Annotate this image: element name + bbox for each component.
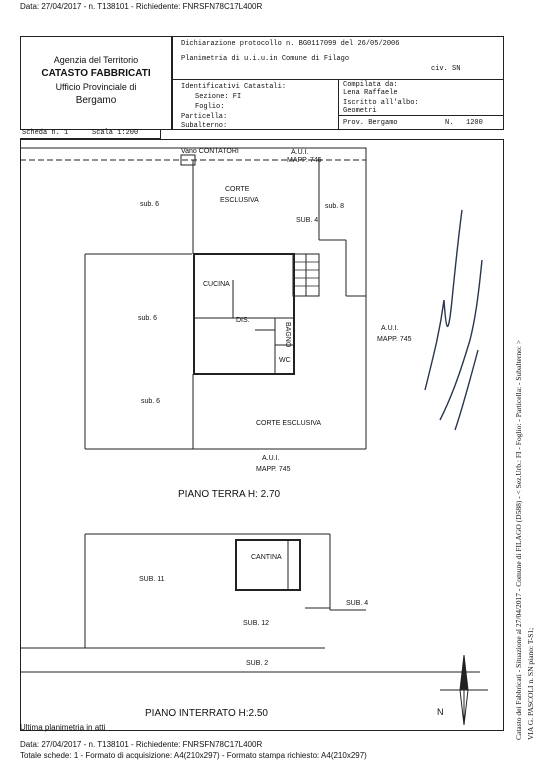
- label-esclusiva: ESCLUSIVA: [220, 197, 259, 204]
- register-number-label: N.: [445, 119, 454, 127]
- compass-north-label: N: [437, 707, 444, 717]
- label-sub2: SUB. 2: [246, 660, 269, 667]
- albo-value: Geometri: [343, 107, 377, 115]
- label-aui-bottom: A.U.I.: [262, 455, 280, 462]
- albo-label: Iscritto all'albo:: [343, 99, 419, 107]
- particella-field: Particella:: [181, 113, 228, 121]
- label-corte-esclusiva: CORTE ESCLUSIVA: [256, 420, 322, 427]
- register-number-value: 1200: [466, 119, 483, 127]
- label-dis: DIS.: [236, 317, 250, 324]
- signature: [425, 210, 482, 430]
- label-sub4: SUB. 4: [296, 217, 319, 224]
- footer-request-line: Data: 27/04/2017 - n. T138101 - Richiedente: FNRSFN78C17L400R: [20, 740, 263, 749]
- label-bagno: BAGNO: [284, 322, 291, 348]
- label-mapp-top: MAPP. 745: [287, 157, 322, 164]
- civic-number: civ. SN: [431, 65, 461, 73]
- catasto-title: CATASTO FABBRICATI: [41, 68, 151, 79]
- label-mapp-right: MAPP. 745: [377, 336, 412, 343]
- side-address-info: VIA G. PASCOLI n. SN piano: T-S1;: [526, 627, 535, 740]
- label-sub8: sub. 8: [325, 203, 345, 210]
- label-sub6-a: sub. 6: [140, 201, 160, 208]
- last-plan-note: Ultima planimetria in atti: [20, 723, 106, 732]
- foglio-field: Foglio:: [195, 103, 225, 111]
- label-wc: WC: [279, 357, 291, 364]
- compiled-label: Compilata da:: [343, 81, 398, 89]
- protocol-date: 26/05/2006: [357, 40, 400, 48]
- label-sub11: SUB. 11: [139, 576, 165, 583]
- subalterno-field: Subalterno:: [181, 122, 228, 130]
- protocol-label: Dichiarazione protocollo n.: [181, 40, 295, 48]
- footer-format-line: Totale schede: 1 - Formato di acquisizione: A4(210x297) - Formato stampa richiesto: A4(210x297): [20, 751, 367, 760]
- agency-name: Agenzia del Territorio: [53, 55, 139, 65]
- label-cantina: CANTINA: [251, 554, 282, 561]
- document-header: Data: 27/04/2017 - n. T138101 - Richiedente: FNRSFN78C17L400R: [20, 2, 263, 11]
- province-field: Prov. Bergamo: [343, 119, 398, 127]
- scheda-number: Scheda n. 1: [22, 129, 69, 137]
- label-corte: CORTE: [225, 186, 250, 193]
- province-name: Bergamo: [75, 95, 117, 106]
- label-piano-terra: PIANO TERRA H: 2.70: [178, 489, 281, 500]
- sezione-field: Sezione: FI: [195, 93, 242, 101]
- compiler-name: Lena Raffaele: [343, 89, 398, 97]
- label-vano-contatori: Vano CONTATORI: [181, 148, 239, 155]
- date-label: del: [340, 40, 354, 48]
- label-mapp-bottom: MAPP. 745: [256, 466, 291, 473]
- office-label: Ufficio Provinciale di: [55, 82, 137, 92]
- side-cadastral-info: Catasto dei Fabbricati - Situazione al 27/04/2017 - Comune di FILAGO (D588) - < Sez.Urb.: FI - Foglio: - Particella: - Subalterno: >: [514, 339, 523, 740]
- label-aui-right: A.U.I.: [381, 325, 399, 332]
- label-sub12: SUB. 12: [243, 620, 270, 627]
- label-sub4-b: SUB. 4: [346, 600, 369, 607]
- scale-label: Scala 1:200: [92, 129, 139, 137]
- label-sub6-b: sub. 6: [138, 315, 158, 322]
- identifiers-title: Identificativi Catastali:: [181, 83, 287, 91]
- label-piano-interrato: PIANO INTERRATO H:2.50: [145, 708, 268, 719]
- protocol-number: BG0117099: [298, 40, 337, 48]
- cellar-outline: [236, 540, 300, 590]
- label-aui-top: A.U.I.: [291, 149, 309, 156]
- planimetry-title: Planimetria di u.i.u.in Comune di Filago: [181, 55, 350, 63]
- apartment-outline: [194, 254, 294, 374]
- label-cucina: CUCINA: [203, 281, 230, 288]
- label-sub6-c: sub. 6: [141, 398, 161, 405]
